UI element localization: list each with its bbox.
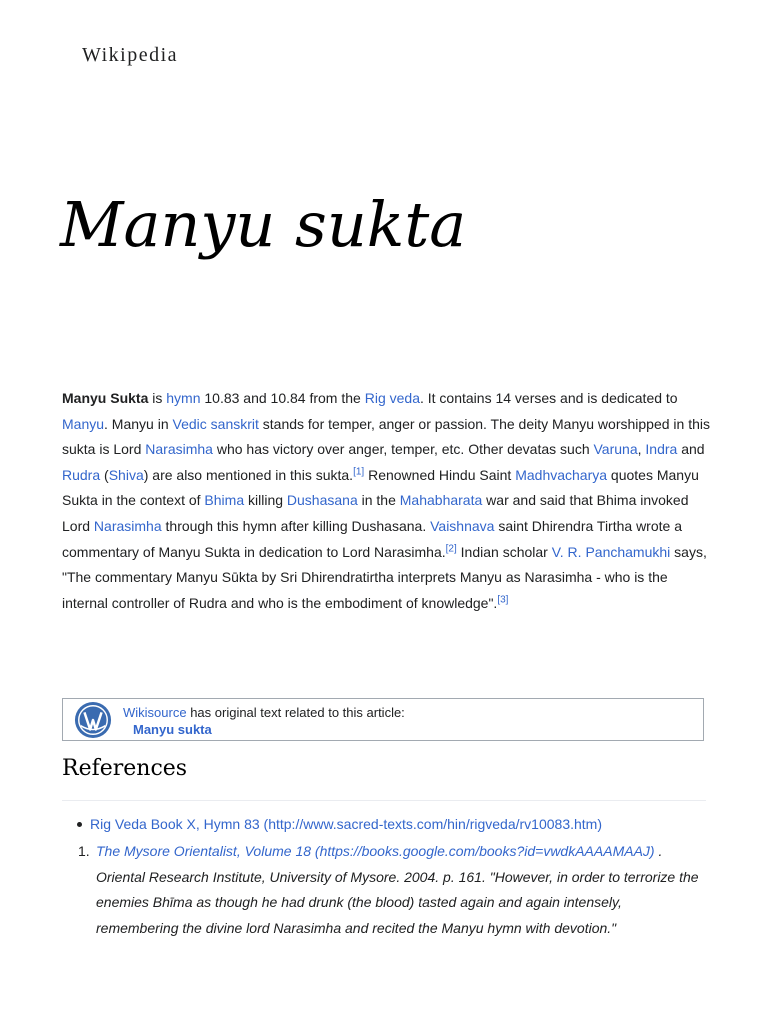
text-run: ( bbox=[100, 466, 109, 483]
references-heading: References bbox=[62, 756, 188, 781]
link-narasimha-2[interactable]: Narasimha bbox=[93, 517, 162, 534]
wikipedia-wordmark[interactable]: Wikipedia bbox=[82, 44, 178, 66]
citation-3[interactable]: [3] bbox=[497, 594, 509, 606]
wikisource-box bbox=[62, 698, 704, 741]
link-dushasana[interactable]: Dushasana bbox=[286, 492, 358, 509]
text-run: through this hymn after killing Dushasana. bbox=[161, 517, 431, 534]
link-narasimha[interactable]: Narasimha bbox=[145, 441, 213, 458]
link-bhima[interactable]: Bhima bbox=[204, 492, 245, 509]
text-run: quotes Manyu Sukta in the context of bbox=[62, 466, 699, 509]
link-wikisource-target[interactable]: Manyu sukta bbox=[133, 722, 212, 737]
link-manyu[interactable]: Manyu bbox=[62, 415, 105, 432]
text-run: says, "The commentary Manyu Sūkta by Sri Dhirendratirtha interprets Manyu as Narasimha - who is the internal controller of Rudra and who is the embodiment of knowledge". bbox=[62, 543, 707, 611]
link-mysore-orientalist[interactable]: The Mysore Orientalist, Volume 18 (https://books.google.com/books?id=vwdkAAAAMAAJ) bbox=[96, 843, 655, 859]
heading-divider bbox=[62, 800, 706, 801]
text-run: killing bbox=[244, 492, 287, 509]
link-wikisource[interactable]: Wikisource bbox=[123, 705, 187, 720]
text-run: ) are also mentioned in this sukta. bbox=[143, 466, 354, 483]
text-run: saint Dhirendra Tirtha wrote a commentary of Manyu Sukta in dedication to Lord Narasimha. bbox=[62, 517, 682, 560]
link-mahabharata[interactable]: Mahabharata bbox=[399, 492, 483, 509]
link-madhvacharya[interactable]: Madhvacharya bbox=[515, 466, 608, 483]
text-run: 10.83 and 10.84 from the bbox=[200, 390, 365, 406]
link-indra[interactable]: Indra bbox=[645, 441, 678, 458]
text-run: Indian scholar bbox=[456, 543, 552, 560]
text-run: who has victory over anger, temper, etc. Other devatas such bbox=[212, 441, 594, 458]
link-rudra[interactable]: Rudra bbox=[62, 466, 101, 483]
link-rig-veda-book-x[interactable]: Rig Veda Book X, Hymn 83 (http://www.sacred-texts.com/hin/rigveda/rv10083.htm) bbox=[90, 816, 603, 832]
link-shiva[interactable]: Shiva bbox=[108, 466, 144, 483]
text-run: is bbox=[148, 390, 167, 406]
bullet-icon bbox=[77, 822, 82, 827]
lead-paragraph bbox=[62, 386, 712, 616]
text-run: war and said that Bhima invoked Lord bbox=[62, 492, 689, 534]
link-vedic-sanskrit[interactable]: Vedic sanskrit bbox=[172, 415, 259, 432]
text-run: stands for temper, anger or passion. The deity Manyu worshipped in this sukta is Lord bbox=[62, 415, 710, 458]
reference-text: . Oriental Research Institute, University of Mysore. 2004. p. 161. "However, in order to terrorize the enemies Bhīma as though he had drunk (the blood) tasted again and again intensely, remembering the divine lord Narasimha and recited the Manyu hymn with devotion." bbox=[96, 843, 699, 936]
wikisource-icon[interactable] bbox=[74, 701, 112, 739]
link-hymn[interactable]: hymn bbox=[166, 390, 201, 406]
page-title: Manyu sukta bbox=[60, 188, 467, 261]
text-run: . It contains 14 verses and is dedicated to bbox=[419, 390, 678, 406]
reference-number: 1. bbox=[78, 843, 90, 859]
link-rig-veda[interactable]: Rig veda bbox=[364, 390, 420, 406]
link-vr-panchamukhi[interactable]: V. R. Panchamukhi bbox=[551, 543, 671, 560]
text-run: in the bbox=[357, 492, 400, 509]
text-run: , bbox=[637, 441, 646, 458]
citation-1[interactable]: [1] bbox=[353, 466, 365, 478]
wikisource-note-text: has original text related to this article: bbox=[186, 705, 405, 720]
bold-term: Manyu Sukta bbox=[62, 390, 149, 406]
citation-2[interactable]: [2] bbox=[445, 542, 457, 554]
link-vaishnava[interactable]: Vaishnava bbox=[430, 517, 495, 534]
text-run: Renowned Hindu Saint bbox=[364, 466, 516, 483]
link-varuna[interactable]: Varuna bbox=[593, 441, 638, 458]
reference-body bbox=[96, 839, 706, 941]
wikisource-note bbox=[123, 705, 405, 720]
text-run: . Manyu in bbox=[104, 415, 173, 432]
text-run: and bbox=[677, 441, 705, 458]
